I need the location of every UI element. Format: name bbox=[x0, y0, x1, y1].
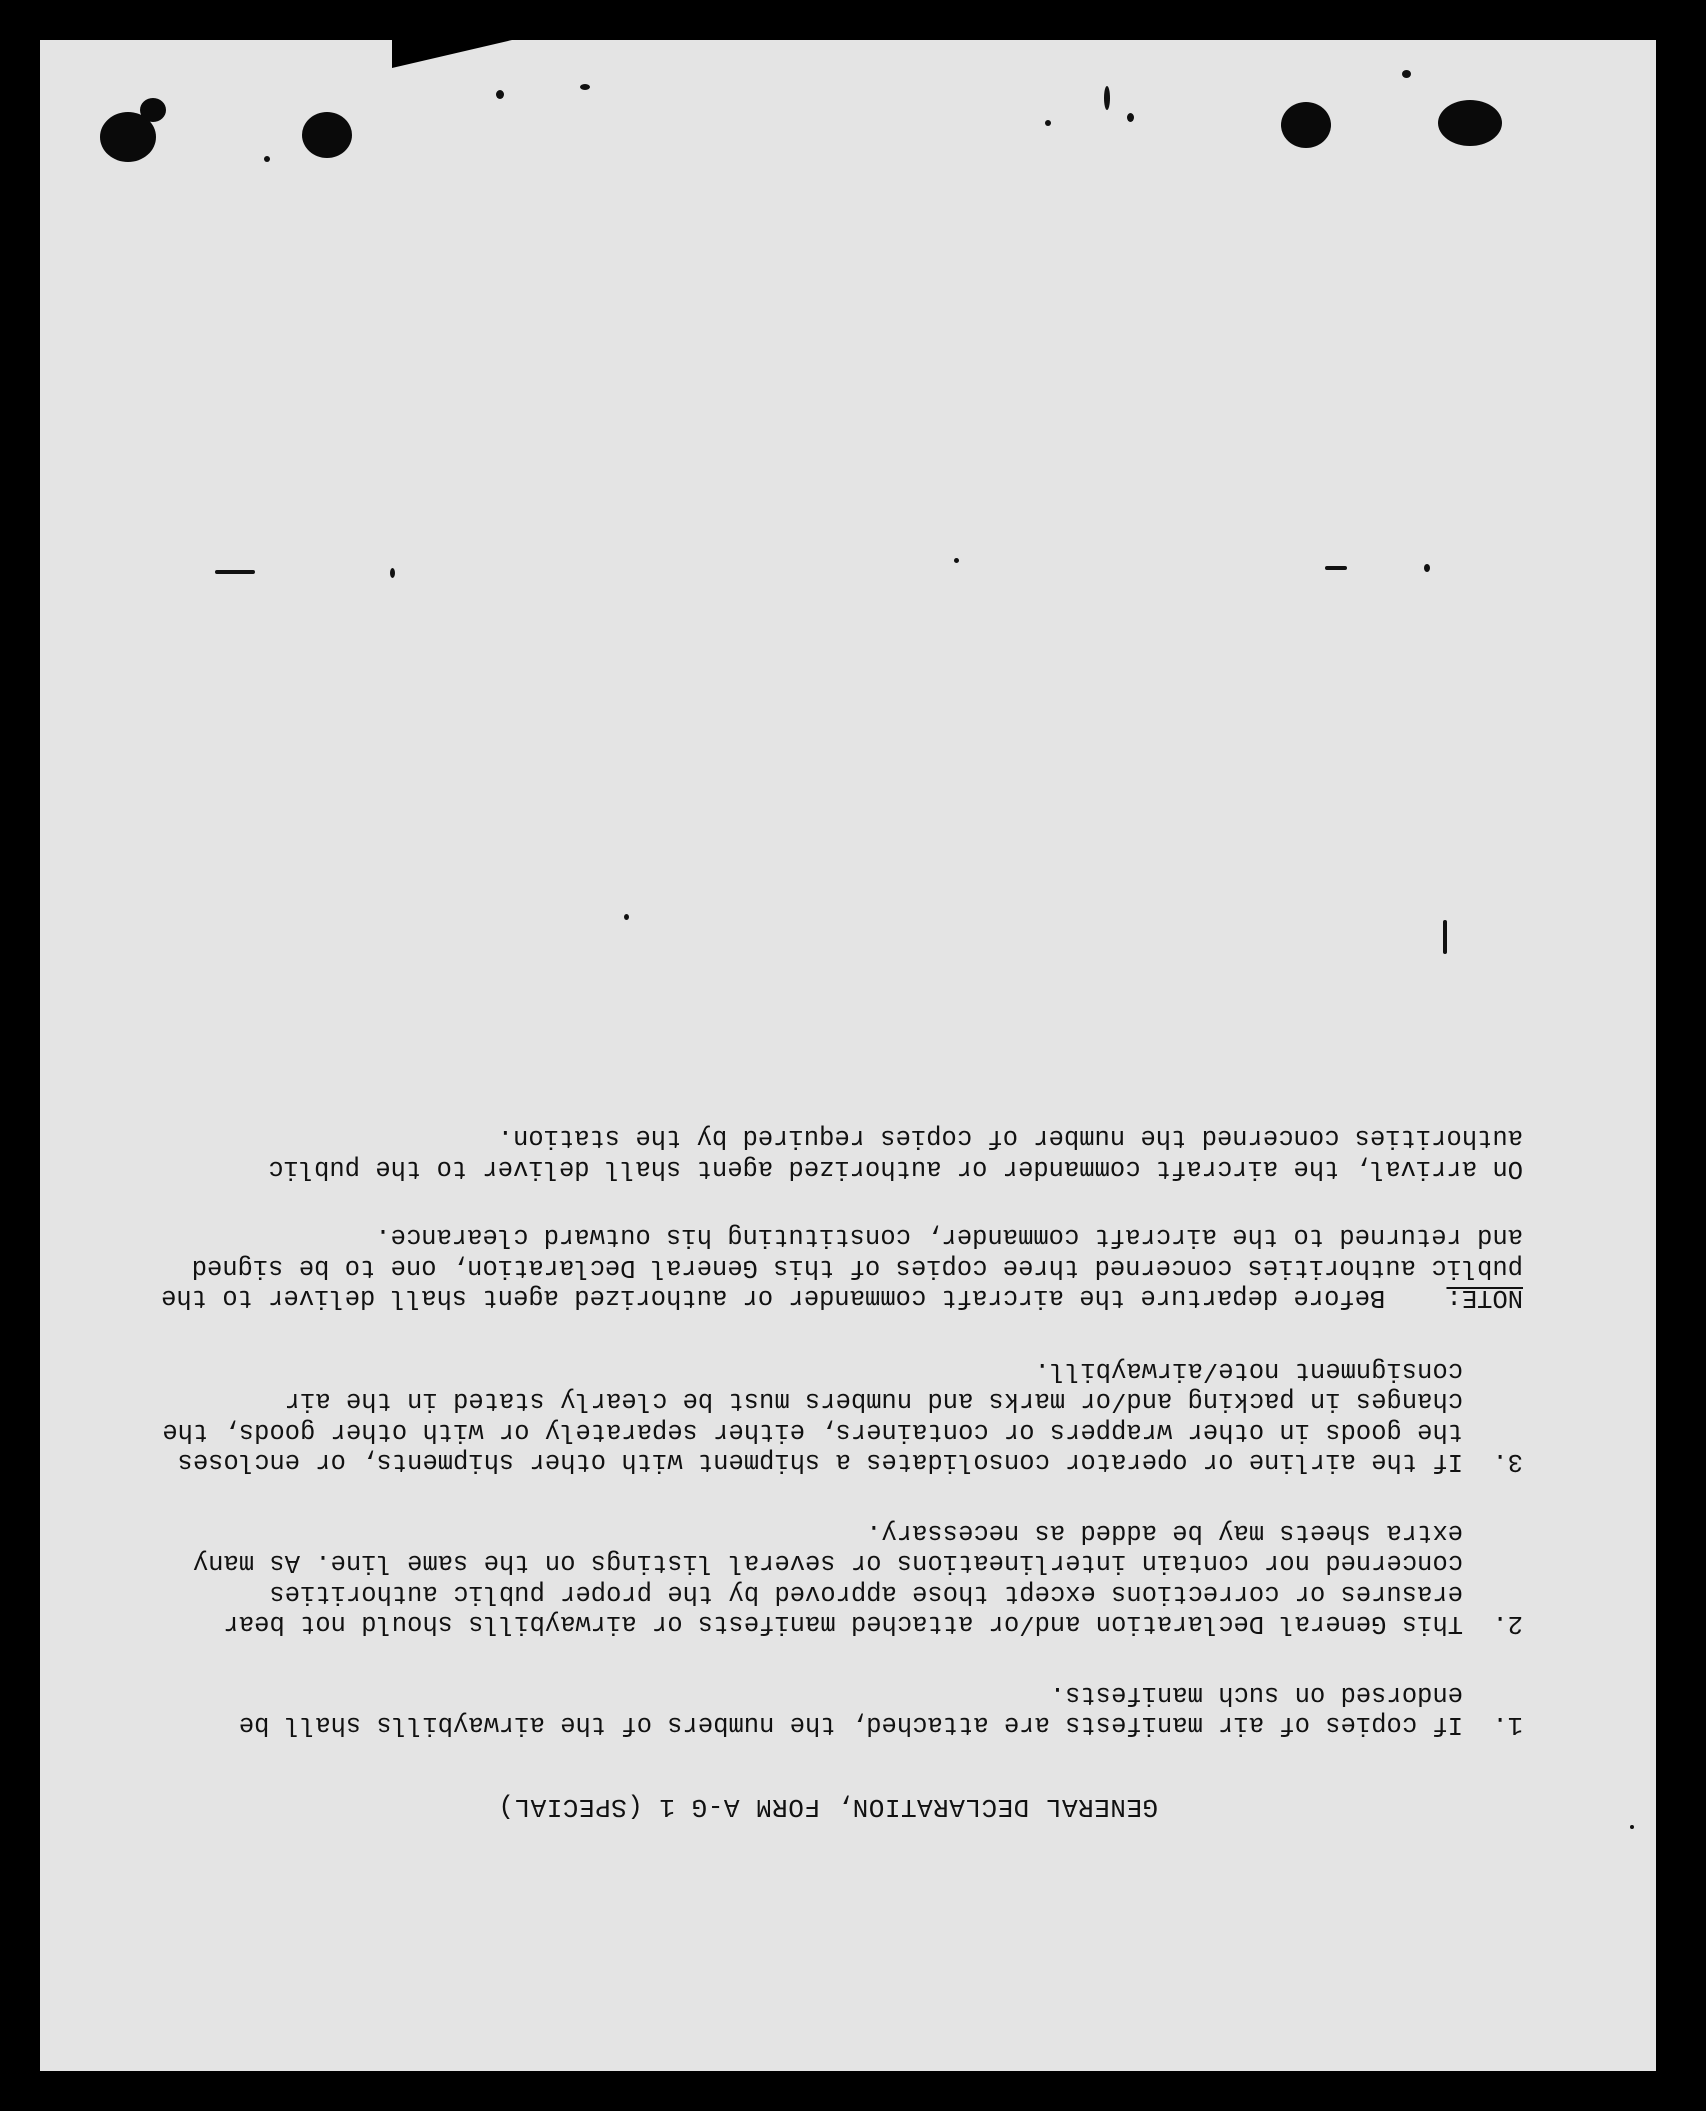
note-label: NOTE: bbox=[1446, 1283, 1523, 1313]
document-title: GENERAL DECLARATION, FORM A-G 1 (SPECIAL) bbox=[497, 1792, 1159, 1822]
instruction-item-3 bbox=[133, 1355, 1523, 1477]
arrival-paragraph: On arrival, the aircraft commander or authorized agent shall deliver to the public authorities concerned the number of copies required by the station. bbox=[268, 1123, 1523, 1183]
declaration-instructions bbox=[133, 1122, 1523, 1822]
rotated-text-block bbox=[40, 40, 1656, 2071]
note-paragraph bbox=[133, 1221, 1523, 1313]
note-text: Before departure the aircraft commander or authorized agent shall deliver to the public authorities concerned three copies of this General Declaration, one to be signed and returned to the aircraft commander, constituting his outward clearance. bbox=[161, 1222, 1523, 1313]
item-text: If the airline or operator consolidates a shipment with other shipments, or encloses the goods in other wrappers or containers, either separately or with other goods, the changes in packing and/or marks and numbers must be clearly stated in the air consignment note/airwaybill. bbox=[162, 1356, 1463, 1477]
item-text: If copies of air manifests are attached, the numbers of the airwaybills shall be endorsed on such manifests. bbox=[238, 1680, 1463, 1740]
instruction-item-2 bbox=[133, 1517, 1523, 1639]
item-text: This General Declaration and/or attached manifests or airwaybills should not bear erasures or corrections except those approved by the proper public authorities concerned nor contain interlineations or several listings on the same line. As many extra sheets may be added as necessary. bbox=[192, 1518, 1463, 1639]
item-number: 2. bbox=[1492, 1609, 1523, 1639]
item-number: 1. bbox=[1492, 1710, 1523, 1740]
scanned-page bbox=[40, 40, 1656, 2071]
item-number: 3. bbox=[1492, 1447, 1523, 1477]
instruction-item-1 bbox=[133, 1679, 1523, 1740]
